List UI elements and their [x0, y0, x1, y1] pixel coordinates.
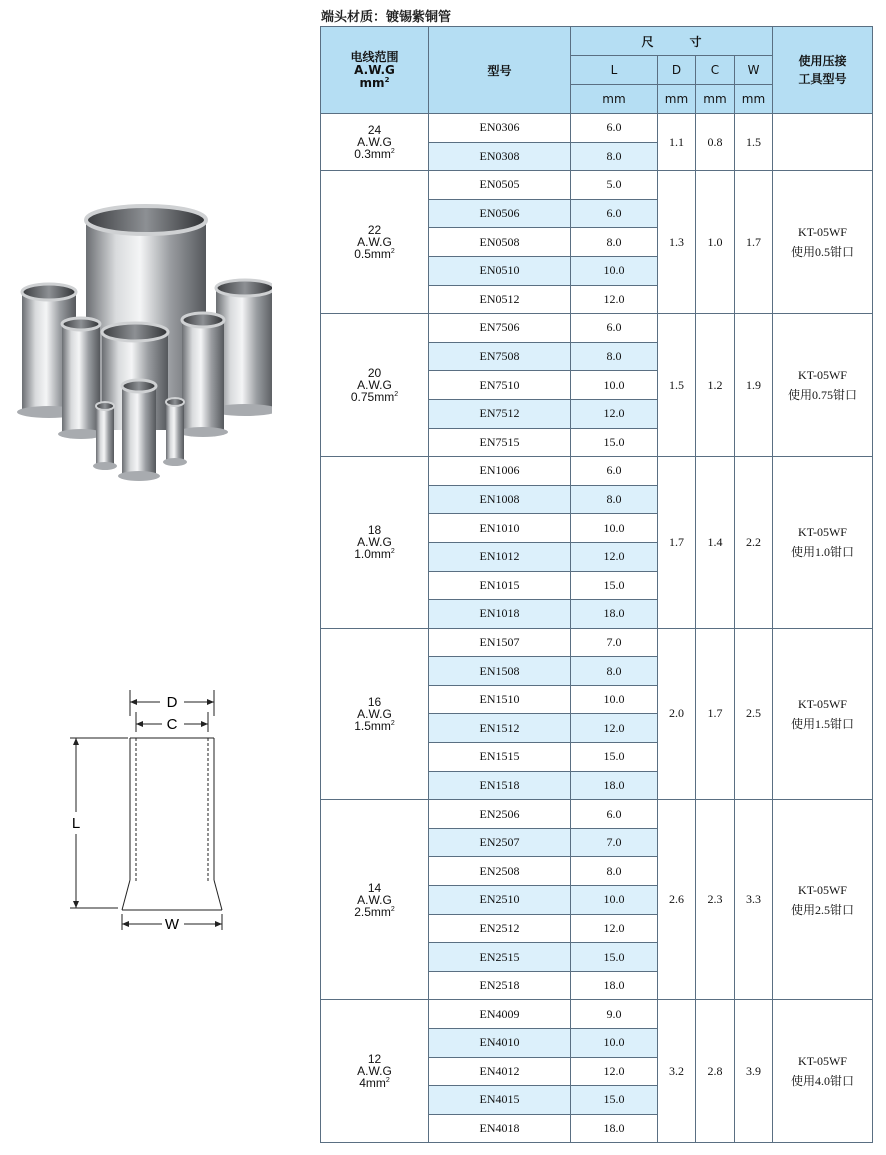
header-model: 型号 — [429, 27, 571, 114]
material-note: 端头材质：镀锡紫铜管 — [321, 10, 452, 25]
gauge-mm-sup: 2 — [390, 148, 395, 156]
wire-gauge-cell — [321, 114, 429, 171]
gauge-mm-sup: 2 — [385, 1077, 390, 1085]
tool-model: KT-05WF — [798, 368, 847, 383]
model-cell: EN1015 — [429, 571, 571, 600]
gauge-mm: 0.75mm — [350, 390, 395, 405]
gauge-number: 14 — [367, 880, 382, 895]
gauge-awg: A.W.G — [357, 135, 392, 150]
length-cell: 8.0 — [571, 485, 658, 514]
tool-model: KT-05WF — [798, 525, 847, 540]
length-cell: 5.0 — [571, 171, 658, 200]
c-dimension-cell: 2.8 — [696, 1000, 735, 1143]
length-cell: 6.0 — [571, 457, 658, 486]
tool-model: KT-05WF — [798, 696, 847, 711]
d-dimension-cell: 1.5 — [658, 314, 696, 457]
header-L: L — [571, 56, 658, 85]
length-cell: 18.0 — [571, 1114, 658, 1143]
model-cell: EN2506 — [429, 800, 571, 829]
model-cell: EN1518 — [429, 771, 571, 800]
w-dimension-cell: 1.5 — [735, 114, 773, 171]
gauge-number: 16 — [367, 694, 382, 709]
d-dimension-cell: 2.0 — [658, 628, 696, 800]
c-dimension-cell: 1.0 — [696, 171, 735, 314]
model-cell: EN2518 — [429, 971, 571, 1000]
header-W: W — [735, 56, 773, 85]
length-cell: 12.0 — [571, 714, 658, 743]
model-cell: EN2510 — [429, 886, 571, 915]
model-cell: EN1512 — [429, 714, 571, 743]
wire-gauge-cell — [321, 800, 429, 1000]
header-C: C — [696, 56, 735, 85]
length-cell: 12.0 — [571, 285, 658, 314]
table-row — [321, 628, 873, 657]
length-cell: 10.0 — [571, 1029, 658, 1058]
gauge-awg: A.W.G — [357, 535, 392, 550]
w-dimension-cell: 2.5 — [735, 628, 773, 800]
wire-gauge-cell — [321, 457, 429, 629]
model-cell: EN1006 — [429, 457, 571, 486]
gauge-number: 22 — [367, 223, 382, 238]
model-cell: EN1515 — [429, 743, 571, 772]
model-cell: EN4015 — [429, 1086, 571, 1115]
length-cell: 6.0 — [571, 800, 658, 829]
crimp-tool-cell — [773, 1000, 873, 1143]
crimp-tool-cell — [773, 171, 873, 314]
length-cell: 15.0 — [571, 428, 658, 457]
c-dimension-cell: 0.8 — [696, 114, 735, 171]
model-cell: EN2508 — [429, 857, 571, 886]
model-cell: EN1010 — [429, 514, 571, 543]
model-cell: EN0508 — [429, 228, 571, 257]
gauge-mm: 4mm — [359, 1076, 386, 1091]
length-cell: 12.0 — [571, 1057, 658, 1086]
gauge-number: 12 — [367, 1052, 382, 1067]
d-dimension-cell: 3.2 — [658, 1000, 696, 1143]
length-cell: 8.0 — [571, 142, 658, 171]
crimp-tool-cell — [773, 457, 873, 629]
length-cell: 10.0 — [571, 685, 658, 714]
table-row — [321, 1000, 873, 1029]
table-row — [321, 314, 873, 343]
gauge-mm-sup: 2 — [390, 905, 395, 913]
gauge-number: 20 — [367, 366, 382, 381]
w-dimension-cell: 1.9 — [735, 314, 773, 457]
c-dimension-cell: 1.7 — [696, 628, 735, 800]
model-cell: EN7508 — [429, 342, 571, 371]
w-dimension-cell: 3.3 — [735, 800, 773, 1000]
w-dimension-cell: 3.9 — [735, 1000, 773, 1143]
length-cell: 6.0 — [571, 199, 658, 228]
length-cell: 6.0 — [571, 114, 658, 143]
ferrule-spec-table — [320, 26, 873, 1143]
c-dimension-cell: 1.2 — [696, 314, 735, 457]
length-cell: 10.0 — [571, 256, 658, 285]
model-cell: EN1008 — [429, 485, 571, 514]
length-cell: 12.0 — [571, 399, 658, 428]
wire-gauge-cell — [321, 314, 429, 457]
header-wire-range: 电线范围 A.W.G $mm^2$ — [321, 27, 429, 114]
gauge-awg: A.W.G — [357, 1064, 392, 1079]
dim-W-label: W — [164, 916, 180, 933]
wire-gauge-cell — [321, 1000, 429, 1143]
tool-jaw: 使用1.0钳口 — [790, 545, 854, 560]
gauge-mm: 1.0mm — [354, 547, 391, 562]
crimp-tool-cell — [773, 628, 873, 800]
model-cell: EN4018 — [429, 1114, 571, 1143]
tool-jaw: 使用0.5钳口 — [790, 245, 854, 260]
model-cell: EN1510 — [429, 685, 571, 714]
length-cell: 8.0 — [571, 657, 658, 686]
length-cell: 8.0 — [571, 857, 658, 886]
tool-model: KT-05WF — [798, 1054, 847, 1069]
model-cell: EN1012 — [429, 542, 571, 571]
model-cell: EN2512 — [429, 914, 571, 943]
length-cell: 15.0 — [571, 943, 658, 972]
model-cell: EN2507 — [429, 828, 571, 857]
gauge-mm: 1.5mm — [354, 718, 391, 733]
length-cell: 18.0 — [571, 771, 658, 800]
model-cell: EN7510 — [429, 371, 571, 400]
gauge-mm-sup: 2 — [390, 548, 395, 556]
model-cell: EN0512 — [429, 285, 571, 314]
length-cell: 12.0 — [571, 542, 658, 571]
crimp-tool-cell — [773, 314, 873, 457]
model-cell: EN1507 — [429, 628, 571, 657]
length-cell: 10.0 — [571, 886, 658, 915]
model-cell: EN1508 — [429, 657, 571, 686]
length-cell: 10.0 — [571, 514, 658, 543]
length-cell: 12.0 — [571, 914, 658, 943]
header-size: 尺 寸 — [571, 27, 773, 56]
wire-gauge-cell — [321, 171, 429, 314]
header-unit-C: mm — [696, 85, 735, 114]
model-cell: EN4010 — [429, 1029, 571, 1058]
dim-L-label: L — [71, 815, 81, 832]
length-cell: 7.0 — [571, 628, 658, 657]
tool-jaw: 使用2.5钳口 — [790, 902, 854, 917]
length-cell: 8.0 — [571, 228, 658, 257]
w-dimension-cell: 1.7 — [735, 171, 773, 314]
gauge-awg: A.W.G — [357, 378, 392, 393]
model-cell: EN0306 — [429, 114, 571, 143]
gauge-awg: A.W.G — [357, 235, 392, 250]
model-cell: EN0308 — [429, 142, 571, 171]
length-cell: 9.0 — [571, 1000, 658, 1029]
d-dimension-cell: 1.3 — [658, 171, 696, 314]
model-cell: EN7512 — [429, 399, 571, 428]
length-cell: 8.0 — [571, 342, 658, 371]
model-cell: EN0510 — [429, 256, 571, 285]
ferrule-dimension-drawing — [62, 682, 242, 942]
gauge-mm-sup: 2 — [390, 248, 395, 256]
table-row — [321, 800, 873, 829]
tool-jaw: 使用1.5钳口 — [790, 716, 854, 731]
length-cell: 15.0 — [571, 1086, 658, 1115]
gauge-mm: 2.5mm — [354, 904, 391, 919]
length-cell: 18.0 — [571, 600, 658, 629]
header-unit-D: mm — [658, 85, 696, 114]
d-dimension-cell: 2.6 — [658, 800, 696, 1000]
tool-model: KT-05WF — [798, 882, 847, 897]
d-dimension-cell: 1.7 — [658, 457, 696, 629]
ferrule-product-photo — [10, 200, 272, 490]
model-cell: EN7506 — [429, 314, 571, 343]
model-cell: EN0505 — [429, 171, 571, 200]
gauge-mm-sup: 2 — [394, 391, 399, 399]
length-cell: 10.0 — [571, 371, 658, 400]
gauge-awg: A.W.G — [357, 892, 392, 907]
length-cell: 15.0 — [571, 743, 658, 772]
d-dimension-cell: 1.1 — [658, 114, 696, 171]
model-cell: EN7515 — [429, 428, 571, 457]
c-dimension-cell: 1.4 — [696, 457, 735, 629]
model-cell: EN0506 — [429, 199, 571, 228]
gauge-mm: 0.5mm — [354, 247, 391, 262]
length-cell: 7.0 — [571, 828, 658, 857]
c-dimension-cell: 2.3 — [696, 800, 735, 1000]
model-cell: EN4009 — [429, 1000, 571, 1029]
length-cell: 15.0 — [571, 571, 658, 600]
header-unit-W: mm — [735, 85, 773, 114]
wire-gauge-cell — [321, 628, 429, 800]
dim-C-label: C — [166, 716, 178, 733]
table-row — [321, 457, 873, 486]
length-cell: 6.0 — [571, 314, 658, 343]
model-cell: EN4012 — [429, 1057, 571, 1086]
header-tool: 使用压接 工具型号 — [773, 27, 873, 114]
gauge-mm-sup: 2 — [390, 719, 395, 727]
model-cell: EN1018 — [429, 600, 571, 629]
length-cell: 18.0 — [571, 971, 658, 1000]
table-row — [321, 114, 873, 143]
gauge-mm: 0.3mm — [354, 147, 391, 162]
crimp-tool-cell — [773, 800, 873, 1000]
tool-model: KT-05WF — [798, 225, 847, 240]
header-D: D — [658, 56, 696, 85]
w-dimension-cell: 2.2 — [735, 457, 773, 629]
tool-jaw: 使用4.0钳口 — [790, 1074, 854, 1089]
table-row — [321, 171, 873, 200]
gauge-number: 18 — [367, 523, 382, 538]
header-unit-L: mm — [571, 85, 658, 114]
dim-D-label: D — [166, 694, 178, 711]
tool-jaw: 使用0.75钳口 — [787, 388, 857, 403]
gauge-awg: A.W.G — [357, 706, 392, 721]
gauge-number: 24 — [367, 123, 382, 138]
crimp-tool-cell — [773, 114, 873, 171]
model-cell: EN2515 — [429, 943, 571, 972]
